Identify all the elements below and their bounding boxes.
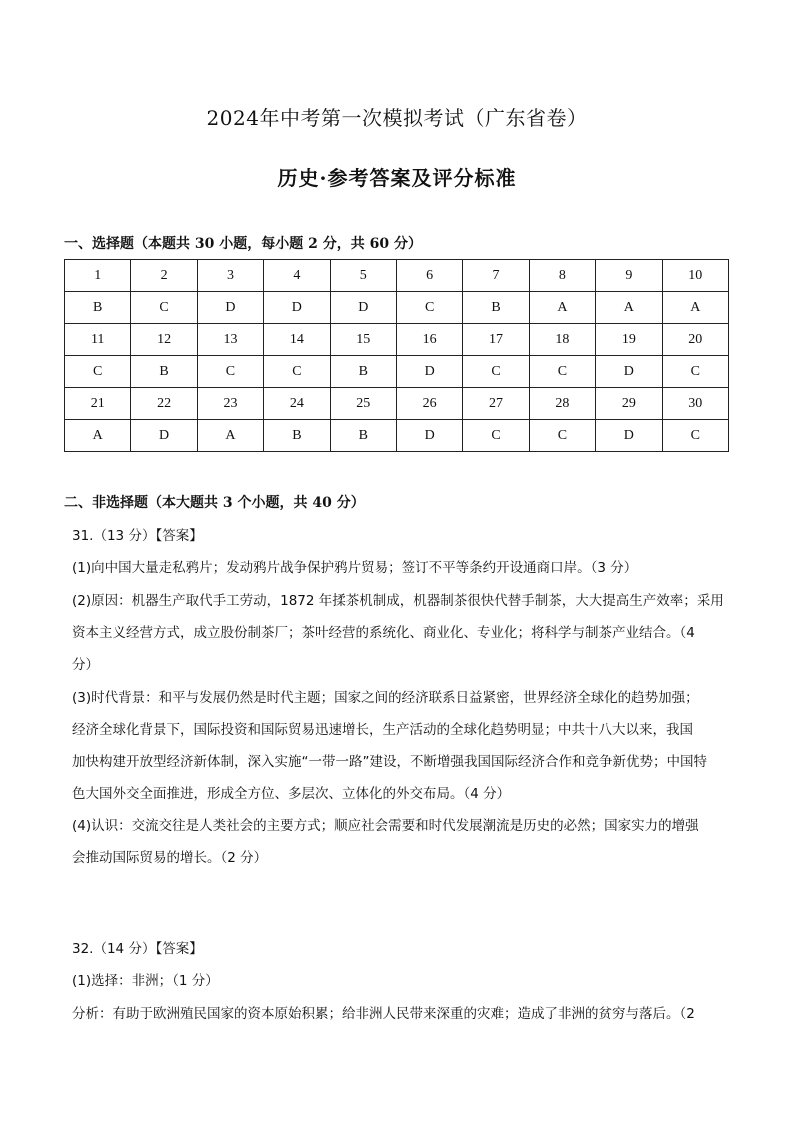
q31-line: 会推动国际贸易的增长。（2 分） — [72, 850, 268, 866]
answer-cell: C — [264, 356, 330, 388]
answer-cell: D — [197, 292, 263, 324]
question-number-cell: 16 — [396, 324, 462, 356]
q32-heading: 32.（14 分）【答案】 — [72, 941, 203, 957]
answer-table-row — [65, 420, 729, 452]
question-number-cell: 27 — [463, 388, 529, 420]
question-number-cell: 19 — [596, 324, 662, 356]
question-number-cell: 26 — [396, 388, 462, 420]
answer-table-row — [65, 324, 729, 356]
answer-cell: C — [529, 356, 595, 388]
answer-cell: C — [529, 420, 595, 452]
answer-cell: C — [662, 420, 728, 452]
answer-cell: D — [131, 420, 197, 452]
question-number-cell: 2 — [131, 260, 197, 292]
answer-table-row — [65, 388, 729, 420]
q31-line: 加快构建开放型经济新体制，深入实施“一带一路”建设，不断增强我国国际经济合作和竞争新优势；中国特 — [72, 754, 707, 770]
question-number-cell: 24 — [264, 388, 330, 420]
answer-cell: A — [529, 292, 595, 324]
answer-cell: B — [330, 356, 396, 388]
question-number-cell: 21 — [65, 388, 131, 420]
question-number-cell: 20 — [662, 324, 728, 356]
q31-line: (3)时代背景：和平与发展仍然是时代主题；国家之间的经济联系日益紧密，世界经济全球化的趋势加强； — [72, 690, 699, 706]
question-number-cell: 23 — [197, 388, 263, 420]
q32-line: 分析：有助于欧洲殖民国家的资本原始积累；给非洲人民带来深重的灾难；造成了非洲的贫穷与落后。（2 — [72, 1006, 695, 1022]
answer-cell: C — [662, 356, 728, 388]
question-number-cell: 9 — [596, 260, 662, 292]
answer-cell: D — [396, 356, 462, 388]
answer-cell: B — [463, 292, 529, 324]
q31-line: 经济全球化背景下，国际投资和国际贸易迅速增长，生产活动的全球化趋势明显；中共十八大以来，我国 — [72, 722, 693, 738]
answer-cell: C — [463, 356, 529, 388]
question-number-cell: 15 — [330, 324, 396, 356]
question-number-cell: 28 — [529, 388, 595, 420]
question-number-cell: 5 — [330, 260, 396, 292]
question-number-cell: 29 — [596, 388, 662, 420]
question-number-cell: 25 — [330, 388, 396, 420]
answer-cell: A — [662, 292, 728, 324]
answer-cell: A — [596, 292, 662, 324]
question-number-cell: 10 — [662, 260, 728, 292]
answer-cell: D — [596, 356, 662, 388]
answer-cell: B — [65, 292, 131, 324]
section-heading-nonchoice: 二、非选择题（本大题共 3 个小题，共 40 分） — [64, 495, 365, 511]
answer-table-row — [65, 260, 729, 292]
question-number-cell: 17 — [463, 324, 529, 356]
answer-cell: D — [596, 420, 662, 452]
answer-cell: C — [197, 356, 263, 388]
q31-line: 色大国外交全面推进，形成全方位、多层次、立体化的外交布局。（4 分） — [72, 786, 511, 802]
question-number-cell: 7 — [463, 260, 529, 292]
question-number-cell: 30 — [662, 388, 728, 420]
answer-cell: B — [330, 420, 396, 452]
answer-cell: B — [264, 420, 330, 452]
section-heading-choice: 一、选择题（本题共 30 小题，每小题 2 分，共 60 分） — [64, 236, 422, 252]
answer-cell: C — [463, 420, 529, 452]
question-number-cell: 13 — [197, 324, 263, 356]
answer-cell: C — [65, 356, 131, 388]
answer-cell: D — [264, 292, 330, 324]
q31-line: 资本主义经营方式，成立股份制茶厂；茶叶经营的系统化、商业化、专业化；将科学与制茶产业结合。（4 — [72, 625, 695, 641]
page-title: 2024年中考第一次模拟考试（广东省卷） — [206, 106, 588, 130]
question-number-cell: 3 — [197, 260, 263, 292]
question-number-cell: 14 — [264, 324, 330, 356]
page-subtitle: 历史·参考答案及评分标准 — [277, 166, 517, 190]
question-number-cell: 8 — [529, 260, 595, 292]
answer-table-row — [65, 292, 729, 324]
question-number-cell: 4 — [264, 260, 330, 292]
question-number-cell: 12 — [131, 324, 197, 356]
answer-cell: C — [131, 292, 197, 324]
answer-cell: D — [330, 292, 396, 324]
answer-table-row — [65, 356, 729, 388]
answer-cell: A — [197, 420, 263, 452]
question-number-cell: 1 — [65, 260, 131, 292]
q32-line: (1)选择：非洲；（1 分） — [72, 973, 219, 989]
q31-line: 分） — [72, 657, 99, 673]
answer-cell: B — [131, 356, 197, 388]
q31-heading: 31.（13 分）【答案】 — [72, 528, 203, 544]
question-number-cell: 11 — [65, 324, 131, 356]
answer-cell: C — [396, 292, 462, 324]
question-number-cell: 6 — [396, 260, 462, 292]
question-number-cell: 18 — [529, 324, 595, 356]
q31-line: (4)认识：交流交往是人类社会的主要方式；顺应社会需要和时代发展潮流是历史的必然；国家实力的增强 — [72, 818, 699, 834]
answer-cell: D — [396, 420, 462, 452]
answer-cell: A — [65, 420, 131, 452]
q31-line: (2)原因：机器生产取代手工劳动，1872 年揉茶机制成，机器制茶很快代替手制茶，大大提高生产效率；采用 — [72, 593, 724, 609]
question-number-cell: 22 — [131, 388, 197, 420]
q31-line: (1)向中国大量走私鸦片；发动鸦片战争保护鸦片贸易；签订不平等条约开设通商口岸。（3 分） — [72, 560, 638, 576]
answer-table — [64, 259, 729, 452]
